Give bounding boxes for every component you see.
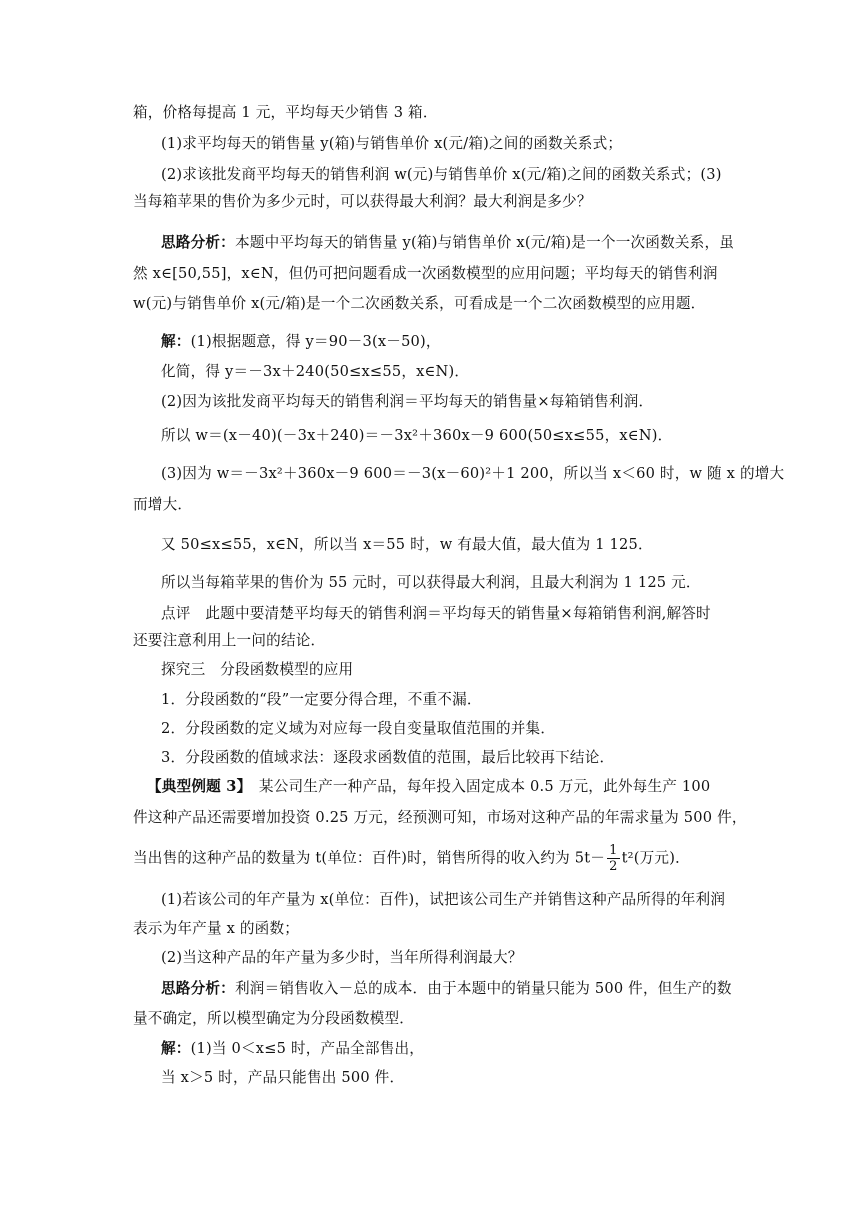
list-item: 3．分段函数的值域求法：逐段求函数值的范围，最后比较再下结论． [161,749,615,766]
text-line: (2)当这种产品的年产量为多少时，当年所得利润最大？ [161,949,523,966]
text-line: 箱，价格每提高 1 元，平均每天少销售 3 箱． [133,104,438,121]
analysis-label: 思路分析： [161,234,235,251]
section-heading: 探究三 分段函数模型的应用 [161,661,354,678]
solution-label: 解： [161,1040,191,1057]
text-line: 量不确定，所以模型确定为分段函数模型． [133,1010,415,1027]
list-item: 1．分段函数的“段”一定要分得合理，不重不漏． [161,691,482,708]
text-line: 而增大． [133,496,193,513]
text-line: 又 50≤x≤55，x∈N，所以当 x＝55 时，w 有最大值，最大值为 1 125． [161,536,653,553]
fraction [607,843,619,874]
fraction-numerator: 1 [609,843,618,858]
text-line: 当每箱苹果的售价为多少元时，可以获得最大利润？最大利润是多少？ [133,193,592,210]
text-line: 当 x＞5 时，产品只能售出 500 件． [161,1069,405,1086]
analysis-paragraph [161,979,761,999]
text-line: (1)若该公司的年产量为 x(单位：百件)，试把该公司生产并销售这种产品所得的年利润 [161,891,726,908]
solution-line [161,332,761,352]
solution-line [161,1039,761,1059]
solution-label: 解： [161,333,191,350]
example-line [147,777,747,797]
text-line: w(元)与销售单价 x(元/箱)是一个二次函数关系，可看成是一个二次函数模型的应用题． [133,295,706,312]
text-span: (1)根据题意，得 y＝90－3(x－50)， [190,333,441,350]
text-span: 当出售的这种产品的数量为 t(单位：百件)时，销售所得的收入约为 5t－ [133,849,606,867]
text-span: (1)当 0＜x≤5 时，产品全部售出， [190,1040,425,1057]
formula-line [133,843,733,874]
text-line: 化简，得 y＝－3x＋240(50≤x≤55，x∈N)． [161,363,470,380]
list-item: 2．分段函数的定义域为对应每一段自变量取值范围的并集． [161,720,556,737]
text-span: 利润＝销售收入－总的成本．由于本题中的销量只能为 500 件，但生产的数 [234,980,732,997]
text-line: (2)因为该批发商平均每天的销售利润＝平均每天的销售量×每箱销售利润． [161,393,654,410]
fraction-denominator: 2 [609,859,618,874]
text-line: (2)求该批发商平均每天的销售利润 w(元)与销售单价 x(元/箱)之间的函数关系式；(3) [161,166,722,183]
text-span: 某公司生产一种产品，每年投入固定成本 0.5 万元，此外每生产 100 [258,778,711,795]
text-line: 件这种产品还需要增加投资 0.25 万元，经预测可知，市场对这种产品的年需求量为 500 件， [133,809,747,826]
text-line: 所以当每箱苹果的售价为 55 元时，可以获得最大利润，且最大利润为 1 125 元． [161,574,701,591]
text-line: 表示为年产量 x 的函数； [133,920,300,937]
text-span: t²(万元)． [621,849,690,867]
analysis-label: 思路分析： [161,980,235,997]
text-line: 所以 w＝(x－40)(－3x＋240)＝－3x²＋360x－9 600(50≤x≤55，x∈N)． [161,427,673,444]
text-line: 还要注意利用上一问的结论． [133,632,326,649]
text-span: 本题中平均每天的销售量 y(箱)与销售单价 x(元/箱)是一个一次函数关系，虽 [234,234,735,251]
text-line: 然 x∈[50,55]，x∈N，但仍可把问题看成一次函数模型的应用问题；平均每天的销售利润 [133,265,718,282]
analysis-paragraph [161,233,761,253]
text-line: 点评 此题中要清楚平均每天的销售利润＝平均每天的销售量×每箱销售利润,解答时 [161,605,711,622]
text-line: (3)因为 w＝－3x²＋360x－9 600＝－3(x－60)²＋1 200，所以当 x＜60 时，w 随 x 的增大 [161,465,785,482]
example-label: 【典型例题 3】 [147,778,245,795]
text-line: (1)求平均每天的销售量 y(箱)与销售单价 x(元/箱)之间的函数关系式； [161,135,623,152]
